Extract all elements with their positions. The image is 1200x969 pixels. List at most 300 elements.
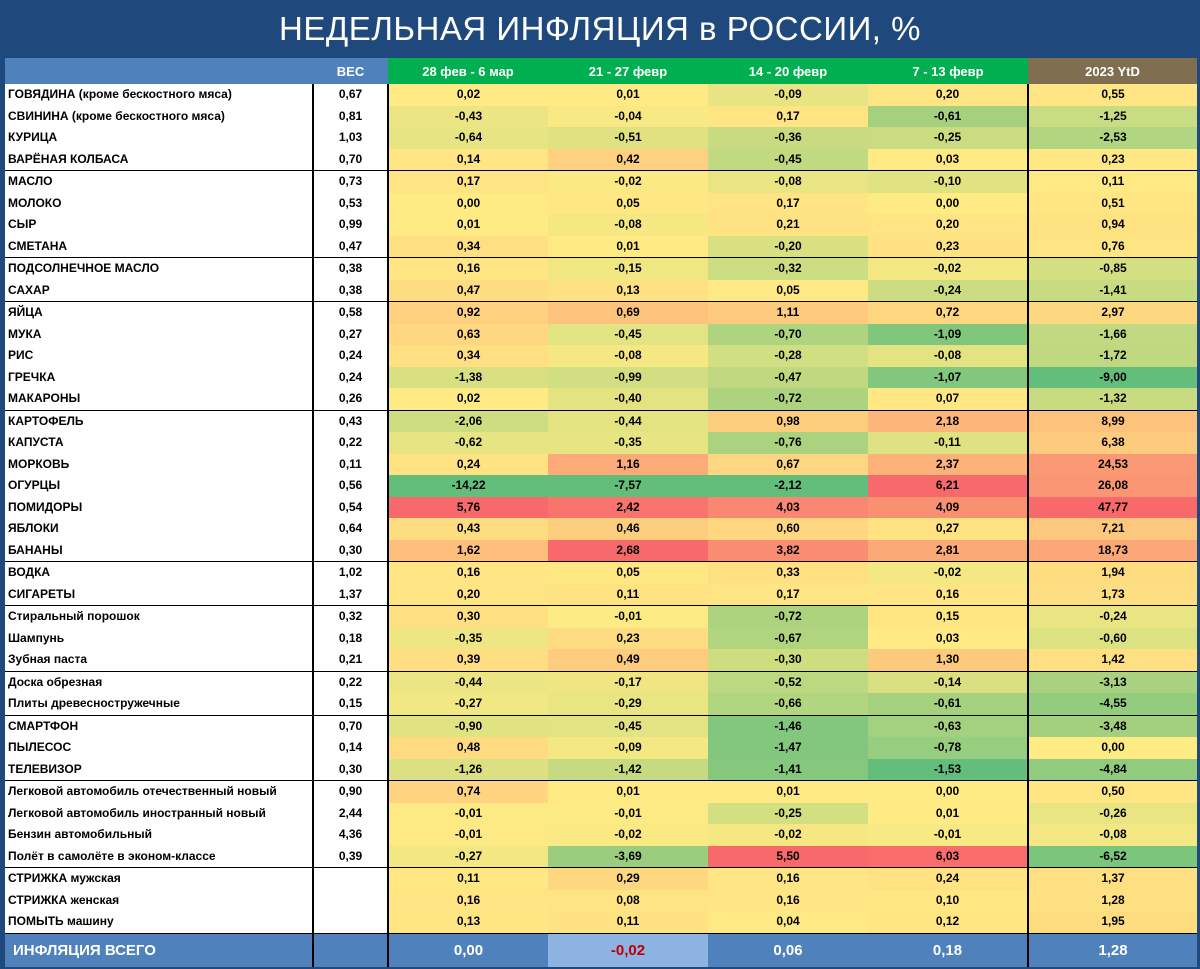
row-week-value: -0,44 bbox=[548, 410, 708, 432]
row-week-value: -0,14 bbox=[868, 671, 1028, 693]
row-week-value: -1,53 bbox=[868, 759, 1028, 781]
row-weight: 0,90 bbox=[313, 781, 388, 803]
row-week-value: -0,09 bbox=[708, 84, 868, 106]
table-row bbox=[5, 475, 1197, 497]
row-ytd-value: 26,08 bbox=[1028, 475, 1197, 497]
header-weight: ВЕС bbox=[313, 58, 388, 84]
row-week-value: 1,62 bbox=[388, 540, 548, 562]
row-week-value: -1,46 bbox=[708, 715, 868, 737]
row-week-value: -0,61 bbox=[868, 693, 1028, 715]
row-name: ВОДКА bbox=[5, 562, 313, 584]
row-week-value: 1,30 bbox=[868, 649, 1028, 671]
row-week-value: -0,40 bbox=[548, 388, 708, 410]
row-week-value: -1,41 bbox=[708, 759, 868, 781]
row-week-value: 0,33 bbox=[708, 562, 868, 584]
row-week-value: -2,06 bbox=[388, 410, 548, 432]
row-week-value: -0,52 bbox=[708, 671, 868, 693]
row-week-value: 0,11 bbox=[548, 911, 708, 933]
row-name: ГРЕЧКА bbox=[5, 367, 313, 389]
row-week-value: 0,15 bbox=[868, 606, 1028, 628]
row-ytd-value: 1,28 bbox=[1028, 890, 1197, 912]
row-week-value: 0,11 bbox=[388, 868, 548, 890]
row-week-value: -0,15 bbox=[548, 258, 708, 280]
row-ytd-value: 0,51 bbox=[1028, 193, 1197, 215]
row-name: ГОВЯДИНА (кроме бескостного мяса) bbox=[5, 84, 313, 106]
row-weight: 0,81 bbox=[313, 106, 388, 128]
table-row bbox=[5, 193, 1197, 215]
row-week-value: 0,92 bbox=[388, 302, 548, 324]
row-week-value: -0,01 bbox=[548, 606, 708, 628]
row-ytd-value: -3,13 bbox=[1028, 671, 1197, 693]
row-week-value: -0,47 bbox=[708, 367, 868, 389]
row-weight bbox=[313, 890, 388, 912]
row-week-value: -0,72 bbox=[708, 606, 868, 628]
row-week-value: 0,17 bbox=[388, 171, 548, 193]
row-ytd-value: 0,50 bbox=[1028, 781, 1197, 803]
row-week-value: 0,01 bbox=[548, 781, 708, 803]
table-row bbox=[5, 584, 1197, 606]
row-week-value: 0,20 bbox=[388, 584, 548, 606]
inflation-table bbox=[5, 58, 1197, 967]
row-name: Легковой автомобиль иностранный новый bbox=[5, 803, 313, 825]
row-weight: 1,37 bbox=[313, 584, 388, 606]
table-row bbox=[5, 759, 1197, 781]
row-name: СИГАРЕТЫ bbox=[5, 584, 313, 606]
row-name: МАСЛО bbox=[5, 171, 313, 193]
row-week-value: -1,47 bbox=[708, 737, 868, 759]
row-week-value: -0,02 bbox=[708, 824, 868, 846]
row-weight: 0,54 bbox=[313, 497, 388, 519]
row-weight: 0,43 bbox=[313, 410, 388, 432]
row-weight: 0,27 bbox=[313, 324, 388, 346]
row-ytd-value: 0,94 bbox=[1028, 214, 1197, 236]
row-week-value: 6,21 bbox=[868, 475, 1028, 497]
row-week-value: -7,57 bbox=[548, 475, 708, 497]
table-row bbox=[5, 649, 1197, 671]
row-name: МОЛОКО bbox=[5, 193, 313, 215]
row-week-value: -0,45 bbox=[708, 149, 868, 171]
row-week-value: -0,29 bbox=[548, 693, 708, 715]
row-ytd-value: -0,08 bbox=[1028, 824, 1197, 846]
row-weight: 1,02 bbox=[313, 562, 388, 584]
row-week-value: -1,26 bbox=[388, 759, 548, 781]
row-week-value: -0,02 bbox=[548, 824, 708, 846]
row-ytd-value: 7,21 bbox=[1028, 518, 1197, 540]
row-week-value: -0,36 bbox=[708, 127, 868, 149]
table-row bbox=[5, 824, 1197, 846]
row-name: Зубная паста bbox=[5, 649, 313, 671]
row-week-value: 2,42 bbox=[548, 497, 708, 519]
row-ytd-value: -4,84 bbox=[1028, 759, 1197, 781]
row-week-value: 6,03 bbox=[868, 846, 1028, 868]
row-week-value: 0,12 bbox=[868, 911, 1028, 933]
row-week-value: 0,34 bbox=[388, 345, 548, 367]
row-ytd-value: 0,11 bbox=[1028, 171, 1197, 193]
row-week-value: 0,34 bbox=[388, 236, 548, 258]
row-week-value: -3,69 bbox=[548, 846, 708, 868]
row-week-value: 0,16 bbox=[388, 562, 548, 584]
row-week-value: -0,45 bbox=[548, 324, 708, 346]
row-week-value: 0,08 bbox=[548, 890, 708, 912]
row-ytd-value: -0,60 bbox=[1028, 628, 1197, 650]
row-week-value: -0,61 bbox=[868, 106, 1028, 128]
table-row bbox=[5, 803, 1197, 825]
row-ytd-value: 18,73 bbox=[1028, 540, 1197, 562]
total-week-value: -0,02 bbox=[548, 933, 708, 967]
row-week-value: -0,02 bbox=[868, 258, 1028, 280]
row-week-value: -0,04 bbox=[548, 106, 708, 128]
row-week-value: 0,23 bbox=[548, 628, 708, 650]
row-week-value: -0,44 bbox=[388, 671, 548, 693]
row-week-value: 0,00 bbox=[868, 193, 1028, 215]
row-week-value: -0,66 bbox=[708, 693, 868, 715]
row-ytd-value: -0,26 bbox=[1028, 803, 1197, 825]
row-week-value: 0,17 bbox=[708, 193, 868, 215]
row-week-value: 0,03 bbox=[868, 149, 1028, 171]
table-row bbox=[5, 432, 1197, 454]
row-week-value: -2,12 bbox=[708, 475, 868, 497]
row-name: КАРТОФЕЛЬ bbox=[5, 410, 313, 432]
row-week-value: -0,25 bbox=[868, 127, 1028, 149]
table-row bbox=[5, 911, 1197, 933]
row-week-value: -0,08 bbox=[548, 214, 708, 236]
row-week-value: 0,30 bbox=[388, 606, 548, 628]
table-row bbox=[5, 149, 1197, 171]
row-week-value: 2,81 bbox=[868, 540, 1028, 562]
row-name: ЯЙЦА bbox=[5, 302, 313, 324]
row-ytd-value: 1,42 bbox=[1028, 649, 1197, 671]
total-week-value: 0,18 bbox=[868, 933, 1028, 967]
row-week-value: -1,42 bbox=[548, 759, 708, 781]
row-week-value: 0,49 bbox=[548, 649, 708, 671]
row-week-value: 0,05 bbox=[548, 193, 708, 215]
header-row bbox=[5, 58, 1197, 84]
row-weight: 0,22 bbox=[313, 671, 388, 693]
row-week-value: -1,07 bbox=[868, 367, 1028, 389]
row-name: МОРКОВЬ bbox=[5, 454, 313, 476]
total-ytd-value: 1,28 bbox=[1028, 933, 1197, 967]
row-week-value: 2,37 bbox=[868, 454, 1028, 476]
row-week-value: 0,02 bbox=[388, 84, 548, 106]
row-week-value: 0,60 bbox=[708, 518, 868, 540]
row-week-value: 0,24 bbox=[388, 454, 548, 476]
row-week-value: -0,08 bbox=[708, 171, 868, 193]
row-name: Плиты древесностружечные bbox=[5, 693, 313, 715]
row-week-value: -0,30 bbox=[708, 649, 868, 671]
row-week-value: -0,24 bbox=[868, 280, 1028, 302]
row-week-value: 0,16 bbox=[708, 868, 868, 890]
row-week-value: 0,11 bbox=[548, 584, 708, 606]
row-name: ПОМИДОРЫ bbox=[5, 497, 313, 519]
row-week-value: 5,76 bbox=[388, 497, 548, 519]
row-week-value: 4,03 bbox=[708, 497, 868, 519]
row-weight: 0,26 bbox=[313, 388, 388, 410]
table-row bbox=[5, 280, 1197, 302]
row-ytd-value: -3,48 bbox=[1028, 715, 1197, 737]
total-label: ИНФЛЯЦИЯ ВСЕГО bbox=[5, 933, 313, 967]
row-week-value: 0,04 bbox=[708, 911, 868, 933]
row-name: ПОМЫТЬ машину bbox=[5, 911, 313, 933]
row-weight: 4,36 bbox=[313, 824, 388, 846]
row-weight: 0,64 bbox=[313, 518, 388, 540]
table-row bbox=[5, 236, 1197, 258]
row-week-value: 0,67 bbox=[708, 454, 868, 476]
row-week-value: 0,00 bbox=[388, 193, 548, 215]
row-weight: 0,21 bbox=[313, 649, 388, 671]
row-name: Стиральный порошок bbox=[5, 606, 313, 628]
row-name: ПОДСОЛНЕЧНОЕ МАСЛО bbox=[5, 258, 313, 280]
row-week-value: 2,68 bbox=[548, 540, 708, 562]
row-weight: 0,47 bbox=[313, 236, 388, 258]
row-name: СВИНИНА (кроме бескостного мяса) bbox=[5, 106, 313, 128]
row-week-value: -0,43 bbox=[388, 106, 548, 128]
page-title: НЕДЕЛЬНАЯ ИНФЛЯЦИЯ в РОССИИ, % bbox=[0, 0, 1200, 57]
row-week-value: -14,22 bbox=[388, 475, 548, 497]
row-weight: 0,22 bbox=[313, 432, 388, 454]
row-ytd-value: -1,32 bbox=[1028, 388, 1197, 410]
row-ytd-value: 24,53 bbox=[1028, 454, 1197, 476]
row-week-value: 0,01 bbox=[548, 84, 708, 106]
table-row bbox=[5, 540, 1197, 562]
row-week-value: 1,16 bbox=[548, 454, 708, 476]
table-row bbox=[5, 737, 1197, 759]
row-week-value: 0,17 bbox=[708, 584, 868, 606]
row-ytd-value: 1,95 bbox=[1028, 911, 1197, 933]
table-row bbox=[5, 562, 1197, 584]
row-week-value: 0,63 bbox=[388, 324, 548, 346]
row-week-value: 0,07 bbox=[868, 388, 1028, 410]
row-name: Легковой автомобиль отечественный новый bbox=[5, 781, 313, 803]
row-ytd-value: 0,55 bbox=[1028, 84, 1197, 106]
row-name: СЫР bbox=[5, 214, 313, 236]
table-row bbox=[5, 324, 1197, 346]
row-weight: 0,70 bbox=[313, 149, 388, 171]
table-row bbox=[5, 628, 1197, 650]
table-row bbox=[5, 868, 1197, 890]
row-week-value: -0,72 bbox=[708, 388, 868, 410]
row-weight: 0,30 bbox=[313, 540, 388, 562]
row-week-value: -0,63 bbox=[868, 715, 1028, 737]
row-weight bbox=[313, 868, 388, 890]
row-week-value: -0,08 bbox=[868, 345, 1028, 367]
row-ytd-value: 47,77 bbox=[1028, 497, 1197, 519]
row-ytd-value: -0,24 bbox=[1028, 606, 1197, 628]
row-ytd-value: -1,66 bbox=[1028, 324, 1197, 346]
row-week-value: 0,27 bbox=[868, 518, 1028, 540]
row-week-value: -0,70 bbox=[708, 324, 868, 346]
row-weight: 0,18 bbox=[313, 628, 388, 650]
row-week-value: 0,01 bbox=[708, 781, 868, 803]
row-week-value: 0,72 bbox=[868, 302, 1028, 324]
total-week-value: 0,00 bbox=[388, 933, 548, 967]
row-week-value: 0,47 bbox=[388, 280, 548, 302]
row-name: ПЫЛЕСОС bbox=[5, 737, 313, 759]
row-week-value: -0,10 bbox=[868, 171, 1028, 193]
table-row bbox=[5, 671, 1197, 693]
table-row bbox=[5, 715, 1197, 737]
row-ytd-value: -1,41 bbox=[1028, 280, 1197, 302]
header-week-4: 7 - 13 февр bbox=[868, 58, 1028, 84]
row-week-value: -0,02 bbox=[868, 562, 1028, 584]
row-week-value: -0,09 bbox=[548, 737, 708, 759]
row-name: СТРИЖКА мужская bbox=[5, 868, 313, 890]
row-week-value: 0,05 bbox=[548, 562, 708, 584]
row-weight: 0,24 bbox=[313, 345, 388, 367]
row-week-value: -0,17 bbox=[548, 671, 708, 693]
total-row bbox=[5, 933, 1197, 967]
row-week-value: -0,45 bbox=[548, 715, 708, 737]
row-weight: 1,03 bbox=[313, 127, 388, 149]
row-ytd-value: -2,53 bbox=[1028, 127, 1197, 149]
header-ytd: 2023 YtD bbox=[1028, 58, 1197, 84]
row-week-value: 5,50 bbox=[708, 846, 868, 868]
row-week-value: -0,08 bbox=[548, 345, 708, 367]
row-week-value: -1,09 bbox=[868, 324, 1028, 346]
row-week-value: -0,76 bbox=[708, 432, 868, 454]
table-row bbox=[5, 606, 1197, 628]
table-row bbox=[5, 890, 1197, 912]
row-week-value: 0,01 bbox=[868, 803, 1028, 825]
table-row bbox=[5, 127, 1197, 149]
table-row bbox=[5, 388, 1197, 410]
row-weight: 0,39 bbox=[313, 846, 388, 868]
table-row bbox=[5, 367, 1197, 389]
row-name: СТРИЖКА женская bbox=[5, 890, 313, 912]
row-ytd-value: 1,37 bbox=[1028, 868, 1197, 890]
row-week-value: -0,28 bbox=[708, 345, 868, 367]
row-weight: 0,53 bbox=[313, 193, 388, 215]
row-week-value: 0,03 bbox=[868, 628, 1028, 650]
row-name: СМЕТАНА bbox=[5, 236, 313, 258]
row-ytd-value: -0,85 bbox=[1028, 258, 1197, 280]
row-week-value: 0,29 bbox=[548, 868, 708, 890]
row-week-value: 1,11 bbox=[708, 302, 868, 324]
row-week-value: 0,00 bbox=[868, 781, 1028, 803]
table-row bbox=[5, 518, 1197, 540]
row-week-value: 0,16 bbox=[388, 258, 548, 280]
row-name: ОГУРЦЫ bbox=[5, 475, 313, 497]
row-week-value: 0,20 bbox=[868, 214, 1028, 236]
row-name: Шампунь bbox=[5, 628, 313, 650]
row-week-value: -0,90 bbox=[388, 715, 548, 737]
row-name: МУКА bbox=[5, 324, 313, 346]
row-week-value: 0,69 bbox=[548, 302, 708, 324]
row-week-value: 0,16 bbox=[388, 890, 548, 912]
row-week-value: 0,43 bbox=[388, 518, 548, 540]
row-weight: 0,38 bbox=[313, 280, 388, 302]
row-weight: 0,32 bbox=[313, 606, 388, 628]
header-week-3: 14 - 20 февр bbox=[708, 58, 868, 84]
table-row bbox=[5, 693, 1197, 715]
row-ytd-value: -1,25 bbox=[1028, 106, 1197, 128]
row-weight: 0,67 bbox=[313, 84, 388, 106]
row-name: Доска обрезная bbox=[5, 671, 313, 693]
row-week-value: 0,46 bbox=[548, 518, 708, 540]
row-name: СМАРТФОН bbox=[5, 715, 313, 737]
row-week-value: -0,01 bbox=[868, 824, 1028, 846]
row-week-value: 0,17 bbox=[708, 106, 868, 128]
row-weight: 0,14 bbox=[313, 737, 388, 759]
row-name: ВАРЁНАЯ КОЛБАСА bbox=[5, 149, 313, 171]
row-ytd-value: -1,72 bbox=[1028, 345, 1197, 367]
row-ytd-value: 0,23 bbox=[1028, 149, 1197, 171]
header-week-2: 21 - 27 февр bbox=[548, 58, 708, 84]
row-weight: 0,38 bbox=[313, 258, 388, 280]
row-ytd-value: 2,97 bbox=[1028, 302, 1197, 324]
row-week-value: 0,21 bbox=[708, 214, 868, 236]
row-ytd-value: 0,76 bbox=[1028, 236, 1197, 258]
table-row bbox=[5, 454, 1197, 476]
row-week-value: 0,01 bbox=[548, 236, 708, 258]
row-week-value: -0,62 bbox=[388, 432, 548, 454]
row-name: КУРИЦА bbox=[5, 127, 313, 149]
row-week-value: 0,24 bbox=[868, 868, 1028, 890]
row-week-value: -0,99 bbox=[548, 367, 708, 389]
table-row bbox=[5, 781, 1197, 803]
row-week-value: 4,09 bbox=[868, 497, 1028, 519]
header-name bbox=[5, 58, 313, 84]
row-week-value: 0,39 bbox=[388, 649, 548, 671]
row-name: ЯБЛОКИ bbox=[5, 518, 313, 540]
table-row bbox=[5, 497, 1197, 519]
row-week-value: 0,20 bbox=[868, 84, 1028, 106]
row-week-value: 0,98 bbox=[708, 410, 868, 432]
row-ytd-value: 6,38 bbox=[1028, 432, 1197, 454]
row-week-value: -0,11 bbox=[868, 432, 1028, 454]
row-week-value: -0,20 bbox=[708, 236, 868, 258]
row-ytd-value: 8,99 bbox=[1028, 410, 1197, 432]
total-weight bbox=[313, 933, 388, 967]
row-week-value: -0,25 bbox=[708, 803, 868, 825]
table-row bbox=[5, 84, 1197, 106]
row-ytd-value: -6,52 bbox=[1028, 846, 1197, 868]
row-weight: 0,56 bbox=[313, 475, 388, 497]
row-week-value: 0,01 bbox=[388, 214, 548, 236]
row-week-value: -0,27 bbox=[388, 846, 548, 868]
row-week-value: 0,23 bbox=[868, 236, 1028, 258]
total-week-value: 0,06 bbox=[708, 933, 868, 967]
header-week-1: 28 фев - 6 мар bbox=[388, 58, 548, 84]
row-week-value: 0,16 bbox=[708, 890, 868, 912]
row-week-value: 0,74 bbox=[388, 781, 548, 803]
row-weight: 0,11 bbox=[313, 454, 388, 476]
row-ytd-value: -4,55 bbox=[1028, 693, 1197, 715]
row-week-value: 0,13 bbox=[388, 911, 548, 933]
inflation-table-container bbox=[5, 58, 1197, 967]
table-row bbox=[5, 846, 1197, 868]
table-row bbox=[5, 258, 1197, 280]
row-week-value: -0,32 bbox=[708, 258, 868, 280]
row-week-value: -0,64 bbox=[388, 127, 548, 149]
row-name: САХАР bbox=[5, 280, 313, 302]
table-row bbox=[5, 345, 1197, 367]
row-name: МАКАРОНЫ bbox=[5, 388, 313, 410]
table-row bbox=[5, 106, 1197, 128]
table-row bbox=[5, 302, 1197, 324]
row-week-value: 3,82 bbox=[708, 540, 868, 562]
row-ytd-value: 1,94 bbox=[1028, 562, 1197, 584]
row-week-value: -0,01 bbox=[548, 803, 708, 825]
row-name: Бензин автомобильный bbox=[5, 824, 313, 846]
row-weight: 0,70 bbox=[313, 715, 388, 737]
row-weight: 0,58 bbox=[313, 302, 388, 324]
row-ytd-value: -9,00 bbox=[1028, 367, 1197, 389]
row-week-value: 0,42 bbox=[548, 149, 708, 171]
row-name: ТЕЛЕВИЗОР bbox=[5, 759, 313, 781]
row-week-value: -0,78 bbox=[868, 737, 1028, 759]
row-name: РИС bbox=[5, 345, 313, 367]
row-week-value: -1,38 bbox=[388, 367, 548, 389]
